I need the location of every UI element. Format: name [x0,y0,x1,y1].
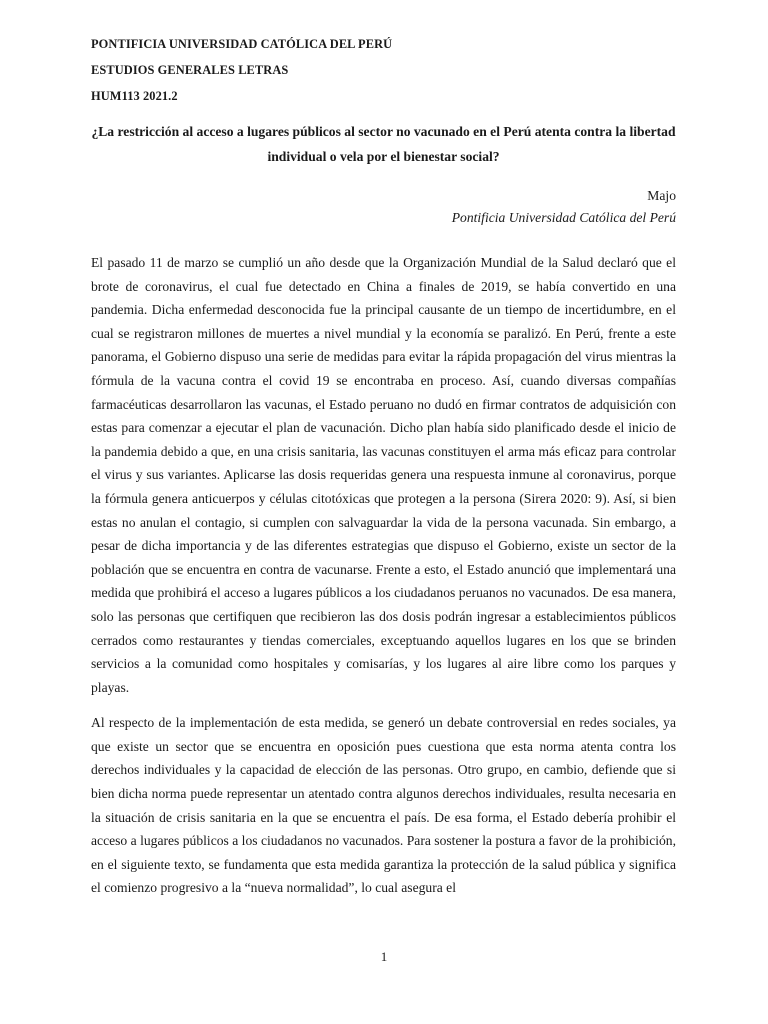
document-page [91,36,676,900]
essay-title: ¿La restricción al acceso a lugares públicos al sector no vacunado en el Perú atenta contra la libertad individual o vela por el bienestar social? [91,124,676,164]
author-name: Majo [647,188,676,203]
author-affiliation: Pontificia Universidad Católica del Perú [451,210,676,225]
program-name: ESTUDIOS GENERALES LETRAS [91,63,289,77]
university-name: PONTIFICIA UNIVERSIDAD CATÓLICA DEL PERÚ [91,37,393,51]
body-paragraph-2: Al respecto de la implementación de esta medida, se generó un debate controversial en redes sociales, ya que existe un sector que se encuentra en oposición pues cuestiona que esta norma atenta contra los derechos individuales y la capacidad de elección de las personas. Otro grupo, en cambio, defiende que si bien dicha norma puede representar un atentado contra algunos derechos individuales, resulta necesaria en la situación de crisis sanitaria en la que se encuentra el país. De esa forma, el Estado debería prohibir el acceso a lugares públicos a los ciudadanos no vacunados. Para sostener la postura a favor de la prohibición, en el siguiente texto, se fundamenta que esta medida garantiza la protección de la salud pública y significa el comienzo progresivo a la “nueva normalidad”, lo cual asegura el [91,715,676,896]
body-paragraph-1: El pasado 11 de marzo se cumplió un año desde que la Organización Mundial de la Salud declaró que el brote de coronavirus, el cual fue detectado en China a finales de 2019, se había convertido en una pandemia. Dicha enfermedad desconocida fue la principal causante de un tiempo de incertidumbre, en el cual se registraron millones de muertes a nivel mundial y la economía se paralizó. En Perú, frente a este panorama, el Gobierno dispuso una serie de medidas para evitar la rápida propagación del virus mientras la fórmula de la vacuna contra el covid 19 se encontraba en proceso. Así, cuando diversas compañías farmacéuticas desarrollaron las vacunas, el Estado peruano no dudó en firmar contratos de adquisición con estas para comenzar a ejecutar el plan de vacunación. Dicho plan había sido planificado desde el inicio de la pandemia debido a que, en una crisis sanitaria, las vacunas constituyen el arma más eficaz para controlar el virus y sus variantes. Aplicarse las dosis requeridas genera una respuesta inmune al coronavirus, porque la fórmula genera anticuerpos y células citotóxicas que protegen a la persona (Sirera 2020: 9). Así, si bien estas no anulan el contagio, si cumplen con salvaguardar la vida de la persona vacunada. Sin embargo, a pesar de dicha importancia y de las diferentes estrategias que dispuso el Gobierno, existe un sector de la población que se encuentra en contra de vacunarse. Frente a esto, el Estado anunció que implementará una medida que prohibirá el acceso a lugares públicos a los ciudadanos peruanos no vacunados. De esa manera, solo las personas que certifiquen que recibieron las dos dosis podrán ingresar a establecimientos públicos cerrados como restaurantes y tiendas comerciales, exceptuando aquellos lugares en los que se brinden servicios a la comunidad como hospitales y comisarías, y los lugares al aire libre como los parques y playas. [91,255,676,695]
page-number: 1 [380,949,388,964]
course-code: HUM113 2021.2 [91,89,178,103]
